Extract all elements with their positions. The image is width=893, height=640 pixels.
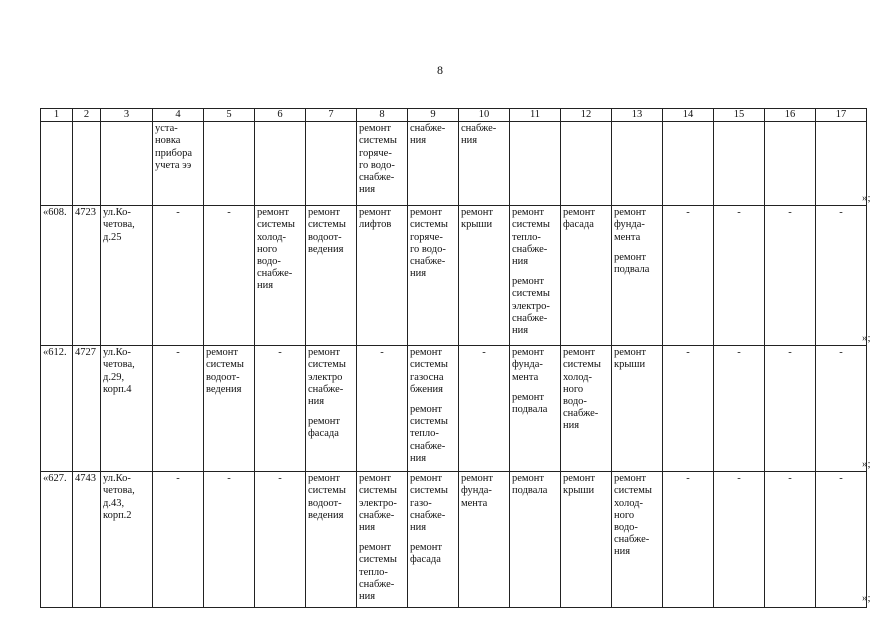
cell-text: ул.Ко- четова, д.29, корп.4 bbox=[103, 347, 135, 395]
table-cell bbox=[255, 346, 306, 472]
empty-dash: - bbox=[839, 207, 843, 219]
table-cell bbox=[408, 472, 459, 608]
table-cell bbox=[204, 346, 255, 472]
cell-text: ремонт фунда- мента bbox=[614, 207, 647, 243]
cell-text: ремонт системы электро- снабже- ния bbox=[512, 276, 550, 337]
table-cell bbox=[306, 346, 357, 472]
cell-text: ремонт системы электро- снабже- ния bbox=[359, 473, 397, 534]
table-cell bbox=[612, 346, 663, 472]
table-cell bbox=[153, 122, 204, 206]
cell-text: уста- новка прибора учета ээ bbox=[155, 123, 192, 171]
column-number: 9 bbox=[408, 109, 459, 122]
table-cell bbox=[101, 472, 153, 608]
table-cell bbox=[663, 122, 714, 206]
empty-dash: - bbox=[839, 473, 843, 485]
table-cell bbox=[73, 122, 101, 206]
table-body bbox=[41, 109, 867, 608]
cell-text: ремонт системы тепло- снабже- ния bbox=[512, 207, 550, 268]
cell-text: ремонт подвала bbox=[512, 473, 548, 497]
cell-text: ремонт лифтов bbox=[359, 207, 392, 231]
table-cell bbox=[73, 472, 101, 608]
column-number: 11 bbox=[510, 109, 561, 122]
table-cell bbox=[663, 472, 714, 608]
empty-dash: - bbox=[227, 207, 231, 219]
cell-text: ремонт системы холод- ного водо- снабже- ния bbox=[614, 473, 652, 558]
table-cell bbox=[153, 346, 204, 472]
empty-dash: - bbox=[737, 347, 741, 359]
column-number: 3 bbox=[101, 109, 153, 122]
cell-text: «612. bbox=[43, 347, 67, 359]
table-cell bbox=[204, 122, 255, 206]
cell-text: ремонт системы горяче- го водо- снабже- ния bbox=[359, 123, 397, 196]
table-cell bbox=[510, 206, 561, 346]
row-closing-mark: »; bbox=[862, 332, 871, 344]
cell-text: ремонт подвала bbox=[512, 391, 548, 416]
table-row bbox=[41, 122, 867, 206]
table-cell bbox=[816, 472, 867, 608]
column-number: 15 bbox=[714, 109, 765, 122]
row-closing-mark: »; bbox=[862, 192, 871, 204]
cell-text: ремонт подвала bbox=[614, 251, 650, 276]
empty-dash: - bbox=[176, 473, 180, 485]
table-row bbox=[41, 472, 867, 608]
table-cell bbox=[765, 206, 816, 346]
empty-dash: - bbox=[176, 347, 180, 359]
table-cell bbox=[459, 472, 510, 608]
repair-schedule-table bbox=[40, 108, 867, 608]
empty-dash: - bbox=[686, 207, 690, 219]
table-cell bbox=[765, 122, 816, 206]
column-number: 14 bbox=[663, 109, 714, 122]
table-cell bbox=[204, 206, 255, 346]
table-cell bbox=[612, 472, 663, 608]
column-number: 16 bbox=[765, 109, 816, 122]
table-cell bbox=[357, 122, 408, 206]
empty-dash: - bbox=[737, 207, 741, 219]
table-cell bbox=[510, 122, 561, 206]
table-cell bbox=[101, 122, 153, 206]
empty-dash: - bbox=[788, 347, 792, 359]
table-cell bbox=[510, 472, 561, 608]
table-cell bbox=[101, 346, 153, 472]
cell-text: ремонт крыши bbox=[461, 207, 494, 231]
empty-dash: - bbox=[278, 347, 282, 359]
table-cell bbox=[816, 122, 867, 206]
column-number: 2 bbox=[73, 109, 101, 122]
table-cell bbox=[714, 472, 765, 608]
table-cell bbox=[561, 206, 612, 346]
table-row bbox=[41, 206, 867, 346]
table-cell bbox=[561, 122, 612, 206]
cell-text: 4723 bbox=[75, 207, 96, 219]
table-cell bbox=[255, 122, 306, 206]
table-cell bbox=[765, 346, 816, 472]
empty-dash: - bbox=[482, 347, 486, 359]
table-cell bbox=[408, 206, 459, 346]
column-number: 12 bbox=[561, 109, 612, 122]
table-cell bbox=[41, 122, 73, 206]
cell-text: ремонт крыши bbox=[563, 473, 596, 497]
empty-dash: - bbox=[176, 207, 180, 219]
cell-text: «608. bbox=[43, 207, 67, 219]
cell-text: ремонт системы водоот- ведения bbox=[206, 347, 244, 395]
table-cell bbox=[612, 206, 663, 346]
column-number: 10 bbox=[459, 109, 510, 122]
empty-dash: - bbox=[788, 473, 792, 485]
table-cell bbox=[73, 206, 101, 346]
cell-text: ремонт системы водоот- ведения bbox=[308, 207, 346, 255]
cell-text: снабже- ния bbox=[461, 123, 497, 147]
table-row bbox=[41, 346, 867, 472]
empty-dash: - bbox=[380, 347, 384, 359]
table-cell bbox=[41, 206, 73, 346]
cell-text: ремонт фасада bbox=[308, 416, 341, 440]
empty-dash: - bbox=[227, 473, 231, 485]
empty-dash: - bbox=[686, 347, 690, 359]
table-cell bbox=[306, 206, 357, 346]
column-number: 8 bbox=[357, 109, 408, 122]
cell-text: ремонт фунда- мента bbox=[512, 347, 545, 383]
table-cell bbox=[459, 122, 510, 206]
row-closing-mark: »; bbox=[862, 592, 871, 604]
table-cell bbox=[101, 206, 153, 346]
table-cell bbox=[459, 346, 510, 472]
cell-text: «627. bbox=[43, 473, 67, 485]
table-cell bbox=[357, 206, 408, 346]
table-cell bbox=[255, 206, 306, 346]
cell-text: ремонт крыши bbox=[614, 347, 647, 371]
column-number: 1 bbox=[41, 109, 73, 122]
cell-text: ремонт фасада bbox=[410, 542, 443, 566]
cell-text: 4743 bbox=[75, 473, 96, 485]
cell-text: ремонт системы тепло- снабже- ния bbox=[359, 542, 397, 603]
cell-text: ремонт системы водоот- ведения bbox=[308, 473, 346, 521]
column-number: 17 bbox=[816, 109, 867, 122]
table-cell bbox=[459, 206, 510, 346]
table-cell bbox=[306, 122, 357, 206]
cell-text: ремонт фасада bbox=[563, 207, 596, 231]
empty-dash: - bbox=[788, 207, 792, 219]
table-cell bbox=[765, 472, 816, 608]
empty-dash: - bbox=[278, 473, 282, 485]
table-cell bbox=[714, 206, 765, 346]
empty-dash: - bbox=[686, 473, 690, 485]
table-cell bbox=[816, 346, 867, 472]
table-cell bbox=[255, 472, 306, 608]
cell-text: ул.Ко- четова, д.25 bbox=[103, 207, 135, 243]
cell-text: ремонт фунда- мента bbox=[461, 473, 494, 509]
column-number: 5 bbox=[204, 109, 255, 122]
empty-dash: - bbox=[839, 347, 843, 359]
column-number: 7 bbox=[306, 109, 357, 122]
row-closing-mark: »; bbox=[862, 458, 871, 470]
table-cell bbox=[306, 472, 357, 608]
column-number: 6 bbox=[255, 109, 306, 122]
table-cell bbox=[561, 346, 612, 472]
table-cell bbox=[153, 206, 204, 346]
table-cell bbox=[153, 472, 204, 608]
table-cell bbox=[561, 472, 612, 608]
cell-text: ремонт системы газосна бжения bbox=[410, 347, 448, 395]
cell-text: ремонт системы электро снабже- ния bbox=[308, 347, 346, 408]
cell-text: ремонт системы газо- снабже- ния bbox=[410, 473, 448, 534]
table-cell bbox=[41, 346, 73, 472]
table-cell bbox=[714, 346, 765, 472]
table-cell bbox=[41, 472, 73, 608]
column-number-row bbox=[41, 109, 867, 122]
table-cell bbox=[408, 346, 459, 472]
empty-dash: - bbox=[737, 473, 741, 485]
table-cell bbox=[357, 472, 408, 608]
cell-text: ул.Ко- четова, д.43, корп.2 bbox=[103, 473, 135, 521]
cell-text: ремонт системы холод- ного водо- снабже- ния bbox=[563, 347, 601, 432]
cell-text: 4727 bbox=[75, 347, 96, 359]
table-cell bbox=[612, 122, 663, 206]
column-number: 13 bbox=[612, 109, 663, 122]
table-cell bbox=[714, 122, 765, 206]
cell-text: ремонт системы тепло- снабже- ния bbox=[410, 404, 448, 464]
column-number: 4 bbox=[153, 109, 204, 122]
table-cell bbox=[357, 346, 408, 472]
table-cell bbox=[73, 346, 101, 472]
cell-text: снабже- ния bbox=[410, 123, 446, 147]
table-cell bbox=[510, 346, 561, 472]
table-cell bbox=[663, 346, 714, 472]
page-number: 8 bbox=[437, 63, 443, 77]
cell-text: ремонт системы холод- ного водо- снабже- ния bbox=[257, 207, 295, 292]
table-cell bbox=[816, 206, 867, 346]
table-cell bbox=[408, 122, 459, 206]
cell-text: ремонт системы горяче- го водо- снабже- ния bbox=[410, 207, 448, 280]
table-cell bbox=[204, 472, 255, 608]
table-cell bbox=[663, 206, 714, 346]
